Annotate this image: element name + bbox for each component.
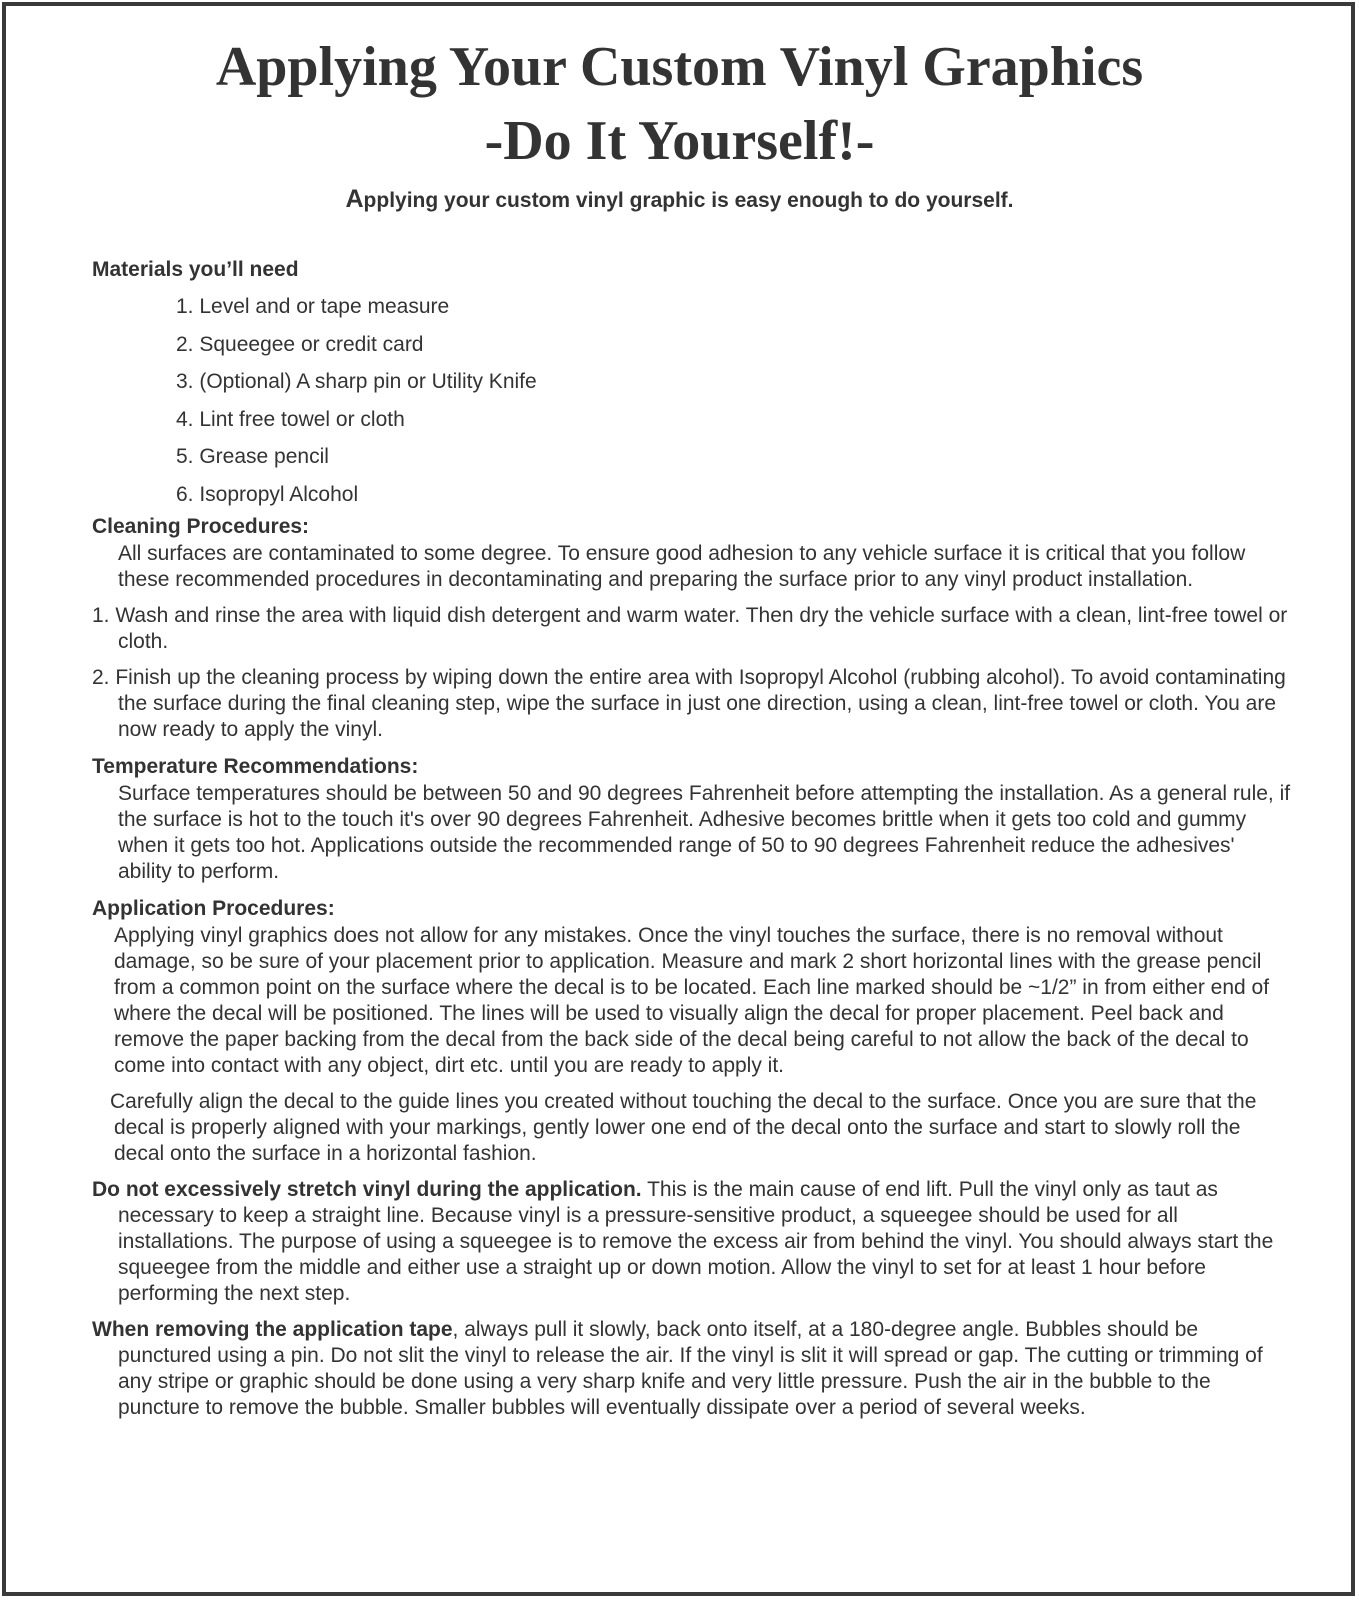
temperature-heading: Temperature Recommendations:	[92, 754, 419, 778]
page-title: Applying Your Custom Vinyl Graphics	[215, 36, 1144, 98]
list-item: 1. Level and or tape measure	[176, 295, 450, 318]
intro-first-letter: A	[345, 185, 364, 213]
application-paragraph-1: Applying vinyl graphics does not allow for any mistakes. Once the vinyl touches the surface, there is no removal without damage, so be sure of your placement prior to application. Measure and mark 2 short horizontal lines with the grease pencil from a common point on the surface where the decal is to be located. Each line marked should be ~1/2” in from either end of where the decal will be positioned. The lines will be used to visually align the decal for proper placement. Peel back and remove the paper backing from the decal from the back side of the decal being careful to not allow the back of the decal to come into contact with any object, dirt etc. until you are ready to apply it.	[114, 923, 1270, 1077]
materials-list	[92, 293, 1292, 509]
list-item: 5. Grease pencil	[176, 445, 329, 468]
removing-bold-lead: When removing the application tape	[92, 1317, 453, 1341]
list-item: 4. Lint free towel or cloth	[176, 407, 405, 431]
intro-rest: pplying your custom vinyl graphic is easy enough to do yourself.	[363, 189, 1014, 212]
cleaning-heading: Cleaning Procedures:	[92, 514, 310, 538]
stretch-bold-lead: Do not excessively stretch vinyl during the application.	[92, 1177, 642, 1201]
materials-heading: Materials you’ll need	[92, 258, 299, 281]
temperature-text: Surface temperatures should be between 50 and 90 degrees Fahrenheit before attempting the installation. As a general rule, if the surface is hot to the touch it's over 90 degrees Fahrenheit. Adhesive becomes brittle when it gets too cold and gummy when it gets too hot. Applications outside the recommended range of 50 to 90 degrees Fahrenheit reduce the adhesives' ability to perform.	[118, 781, 1291, 883]
removing-paragraph	[92, 1317, 1292, 1421]
list-item: 6. Isopropyl Alcohol	[176, 482, 359, 506]
stretch-paragraph	[92, 1177, 1292, 1307]
cleaning-intro: All surfaces are contaminated to some degree. To ensure good adhesion to any vehicle surface it is critical that you follow these recommended procedures in decontaminating and preparing the surface prior to any vinyl product installation.	[118, 541, 1246, 591]
stretch-text: This is the main cause of end lift. Pull the vinyl only as taut as necessary to keep a straight line. Because vinyl is a pressure-sensitive product, a squeegee should be used for all installations. The purpose of using a squeegee is to remove the excess air from behind the vinyl. You should always start the squeegee from the middle and either use a straight up or down motion. Allow the vinyl to set for at least 1 hour before performing the next step.	[118, 1177, 1274, 1305]
cleaning-step-2: 2. Finish up the cleaning process by wiping down the entire area with Isopropyl Alcohol (rubbing alcohol). To avoid contaminating the surface during the final cleaning step, wipe the surface in just one direction, using a clean, lint-free towel or cloth. You are now ready to apply the vinyl.	[92, 665, 1286, 741]
removing-text: , always pull it slowly, back onto itself, at a 180-degree angle. Bubbles should be punctured using a pin. Do not slit the vinyl to release the air. If the vinyl is slit it will spread or gap. The cutting or trimming of any stripe or graphic should be done using a very sharp knife and very little pressure. Push the air in the bubble to the puncture to remove the bubble. Smaller bubbles will eventually dissipate over a period of several weeks.	[118, 1317, 1263, 1419]
cleaning-step-1: 1. Wash and rinse the area with liquid dish detergent and warm water. Then dry the vehicle surface with a clean, lint-free towel or cloth.	[92, 603, 1288, 653]
page-subtitle: -Do It Yourself!-	[484, 110, 875, 172]
application-paragraph-2: Carefully align the decal to the guide lines you created without touching the decal to the surface. Once you are sure that the decal is properly aligned with your markings, gently lower one end of the decal onto the surface and start to slowly roll the decal onto the surface in a horizontal fashion.	[110, 1089, 1257, 1165]
intro-text	[0, 184, 1359, 216]
application-heading: Application Procedures:	[92, 896, 335, 920]
list-item: 3. (Optional) A sharp pin or Utility Knife	[176, 370, 537, 393]
list-item: 2. Squeegee or credit card	[176, 332, 424, 356]
document-body	[92, 256, 1292, 1431]
